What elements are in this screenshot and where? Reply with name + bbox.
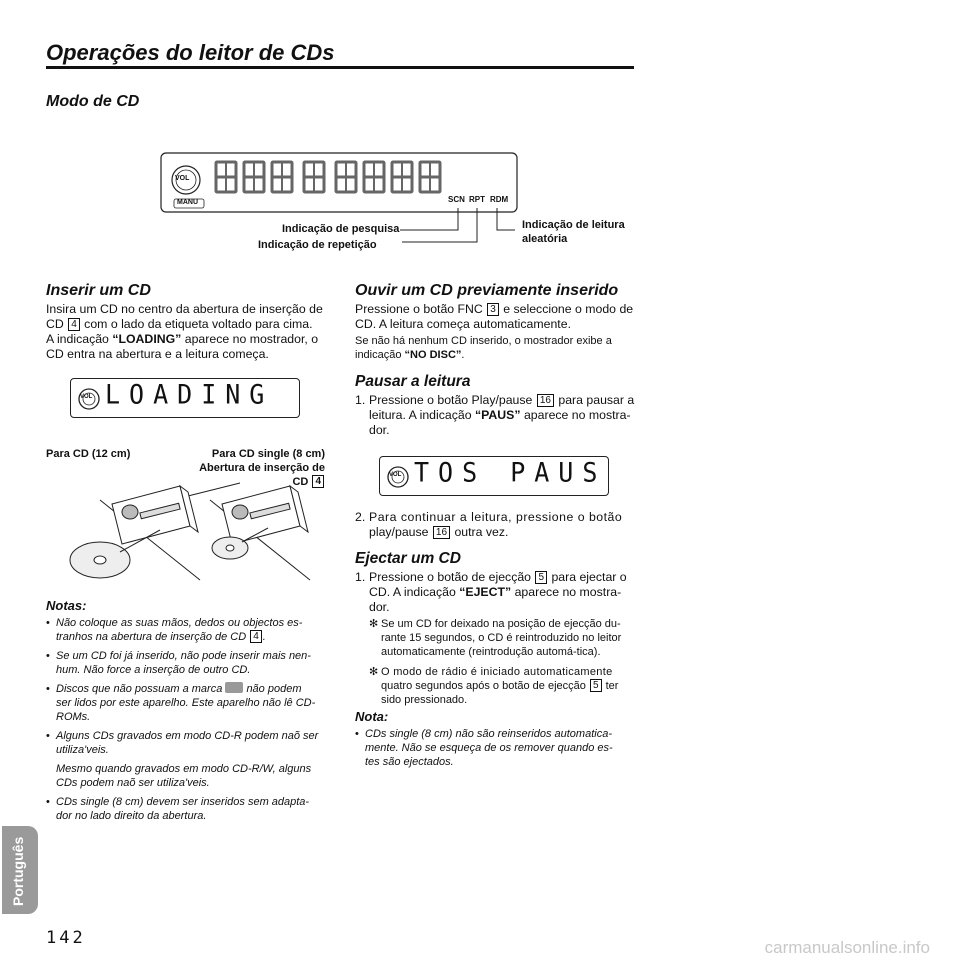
label-aleatoria-1: Indicação de leitura	[522, 219, 625, 231]
text: aparece no mostra-	[523, 408, 631, 422]
text-line: utiliza'veis.	[56, 744, 109, 756]
label-pesquisa: Indicação de pesquisa	[282, 223, 400, 235]
text-line: Para CD single (8 cm)	[211, 448, 325, 460]
asterisk-icon: ✻	[369, 618, 379, 630]
nota-item	[46, 682, 328, 724]
bold-text: “PAUS”	[474, 408, 521, 422]
text: Discos que não possuam a marca	[56, 683, 223, 695]
text: Pressione o botão Play/pause	[369, 393, 533, 407]
text-line: ser lidos por este aparelho. Este aparelho não lê CD-	[56, 697, 316, 709]
text: leitura. A indicação	[369, 408, 472, 422]
text: quatro segundos após o botão de ejecção	[381, 680, 586, 692]
title-rule	[46, 66, 634, 69]
key-badge: 5	[535, 571, 547, 584]
text-line: • Não coloque as suas mãos, dedos ou objectos es-	[56, 617, 303, 629]
text-line: • CDs single (8 cm) devem ser inseridos sem adapta-	[56, 796, 310, 808]
lcd-paus	[379, 456, 609, 496]
text: outra vez.	[454, 525, 509, 539]
key-badge: 16	[433, 526, 450, 539]
ouvir-note	[355, 334, 640, 362]
nota-item	[46, 795, 328, 823]
text: play/pause	[369, 525, 429, 539]
text-line: hum. Não force a inserção de outro CD.	[56, 664, 251, 676]
text-line: CDs podem naõ ser utiliza'veis.	[56, 777, 210, 789]
text-line	[46, 332, 326, 347]
lcd-text: TOS PAUS	[414, 457, 607, 488]
step-number: 1.	[355, 570, 366, 584]
step-number: 2.	[355, 510, 366, 524]
compact-disc-logo-icon	[225, 682, 243, 693]
inserir-paragraph	[46, 302, 326, 362]
text: CD. A indicação	[369, 585, 456, 599]
bold-text: “LOADING”	[112, 332, 182, 346]
text: .	[461, 349, 465, 361]
notas-list	[46, 616, 328, 823]
text-line: ROMs.	[56, 711, 91, 723]
nota-item	[46, 729, 328, 790]
heading-inserir: Inserir um CD	[46, 282, 151, 299]
pausar-step-2	[355, 510, 637, 540]
text-line	[369, 408, 637, 423]
text: para ejectar o	[551, 570, 627, 584]
text-line: dor no lado direito da abertura.	[56, 810, 207, 822]
list-item	[355, 393, 637, 438]
heading-ejectar: Ejectar um CD	[355, 550, 461, 567]
side-tab-label: Português	[10, 836, 26, 906]
nota-list	[355, 727, 637, 769]
label-repeticao: Indicação de repetição	[258, 239, 377, 251]
text-line	[369, 525, 637, 540]
text-line	[369, 393, 637, 408]
text: aparece no mostra-	[514, 585, 622, 599]
key-badge: 4	[312, 475, 324, 488]
text-line	[369, 570, 637, 585]
text-line: Se não há nenhum CD inserido, o mostrador exibe a	[355, 335, 612, 347]
heading-ouvir: Ouvir um CD previamente inserido	[355, 282, 619, 299]
display-vol-label: VOL	[175, 175, 190, 182]
text: para pausar a	[558, 393, 635, 407]
watermark: carmanualsonline.info	[764, 938, 930, 957]
text: com o lado da etiqueta voltado para cima.	[84, 317, 313, 331]
heading-pausar: Pausar a leitura	[355, 373, 471, 390]
text-line: tes são ejectados.	[365, 756, 454, 768]
text-line: dor.	[369, 600, 390, 614]
asterisk-note	[369, 617, 637, 659]
page-number: 142	[46, 928, 86, 948]
list-item	[355, 510, 637, 540]
text: aparece no mostrador, o	[184, 332, 319, 346]
ouvir-paragraph	[355, 302, 635, 332]
text-line: O modo de rádio é iniciado automaticamente	[381, 666, 613, 678]
text-line: automaticamente (reintrodução automá-tica).	[381, 646, 601, 658]
display-rdm: RDM	[490, 195, 509, 204]
nota-item	[46, 649, 328, 677]
text-line: Abertura de inserção de	[199, 462, 325, 474]
text-line	[369, 585, 637, 600]
vol-label: VOL	[389, 472, 402, 478]
nota-heading: Nota:	[355, 709, 389, 724]
bold-text: “NO DISC”	[404, 349, 462, 361]
ejectar-asterisk-notes	[369, 617, 637, 707]
list-item	[355, 570, 637, 615]
text: Pressione o botão de ejecção	[369, 570, 532, 584]
text: não podem	[246, 683, 302, 695]
page-title: Operações do leitor de CDs	[46, 40, 335, 65]
text-line: Para continuar a leitura, pressione o botão	[369, 510, 623, 524]
text: CD	[292, 476, 309, 488]
fig-label-12cm: Para CD (12 cm)	[46, 448, 131, 460]
pausar-step-1	[355, 393, 637, 438]
text-line: CD entra na abertura e a leitura começa.	[46, 347, 269, 361]
step-number: 1.	[355, 393, 366, 407]
text-line: tranhos na abertura de inserção de CD 4 .	[56, 631, 266, 643]
display-scn: SCN	[448, 195, 465, 204]
bold-text: “EJECT”	[459, 585, 512, 599]
ejectar-step-1	[355, 570, 637, 615]
text: e seleccione o modo de	[503, 302, 634, 316]
text-line: • Alguns CDs gravados em modo CD-R podem naõ ser	[56, 730, 319, 742]
text-line: sido pressionado.	[381, 694, 468, 706]
text-line: Mesmo quando gravados em modo CD-R/W, alguns	[56, 763, 312, 775]
text-line	[381, 679, 637, 693]
text-line: Se um CD for deixado na posição de ejecção du-	[381, 618, 621, 630]
notas-heading: Notas:	[46, 598, 87, 613]
lcd-loading	[70, 378, 300, 418]
text-line	[56, 682, 328, 696]
key-badge: 5	[590, 679, 602, 692]
section-subtitle: Modo de CD	[46, 93, 140, 110]
language-side-tab	[2, 826, 38, 914]
asterisk-icon: ✻	[369, 666, 379, 678]
text: CD	[46, 317, 64, 331]
text-line	[355, 302, 635, 317]
nota-item	[46, 616, 328, 644]
key-badge: 4	[250, 630, 262, 643]
key-badge: 16	[537, 394, 554, 407]
nota-item	[355, 727, 637, 769]
display-rpt: RPT	[469, 195, 485, 204]
lcd-text: LOADING	[105, 379, 274, 410]
asterisk-note	[369, 665, 637, 707]
text-line: CD. A leitura começa automaticamente.	[355, 317, 571, 331]
key-badge: 3	[487, 303, 499, 316]
text-line: dor.	[369, 423, 390, 437]
text: indicação	[355, 349, 402, 361]
text-line: • CDs single (8 cm) não são reinseridos automatica-	[365, 728, 612, 740]
key-badge: 4	[68, 318, 80, 331]
display-manu-label: MANU	[177, 199, 198, 206]
text-line: mente. Não se esqueça de os remover quando es-	[365, 742, 613, 754]
text: A indicação	[46, 332, 109, 346]
cd-insertion-illustration	[60, 478, 330, 588]
text-line	[355, 348, 640, 362]
text-line	[46, 317, 326, 332]
text: ter	[605, 680, 619, 692]
label-aleatoria-2: aleatória	[522, 233, 568, 245]
text-line: Insira um CD no centro da abertura de inserção de	[46, 302, 323, 316]
vol-label: VOL	[80, 394, 93, 400]
text: Pressione o botão FNC	[355, 302, 483, 316]
text-line: rante 15 segundos, o CD é reintroduzido no leitor	[381, 632, 622, 644]
text-line: • Se um CD foi já inserido, não pode inserir mais nen-	[56, 650, 311, 662]
text: tranhos na abertura de inserção de CD	[56, 631, 247, 643]
